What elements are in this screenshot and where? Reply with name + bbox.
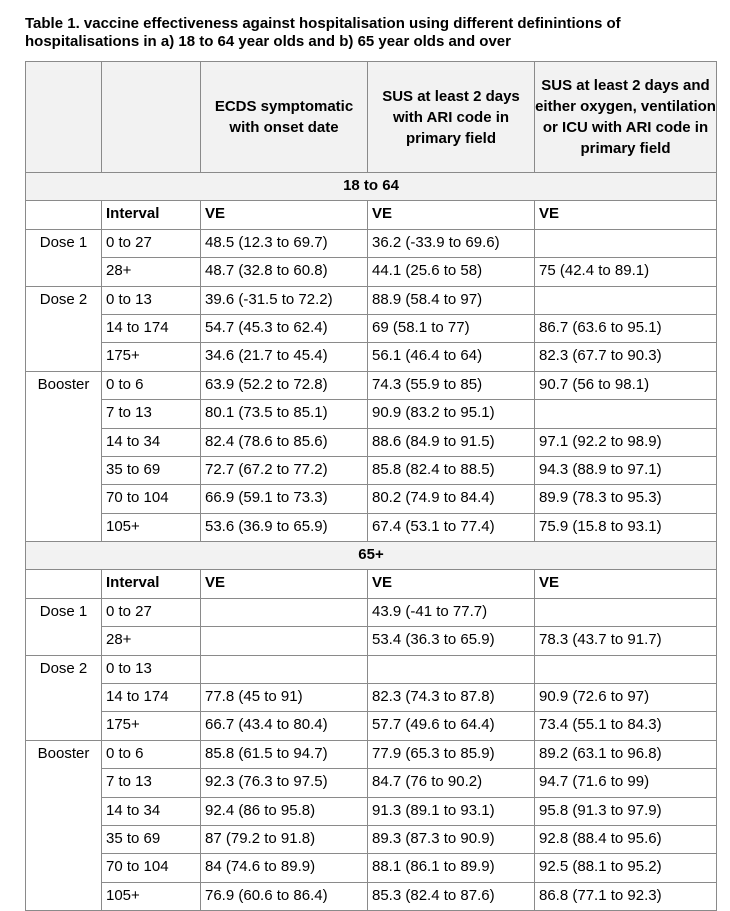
vaccine-effectiveness-table [25,61,717,911]
ve-cell-ecds [201,655,368,683]
table-row [26,797,717,825]
ve-cell-ecds: 84 (74.6 to 89.9) [201,854,368,882]
ve-cell-ecds: 85.8 (61.5 to 94.7) [201,740,368,768]
ve-cell-sus-oxygen-icu: 89.9 (78.3 to 95.3) [535,485,717,513]
interval-cell: 7 to 13 [102,400,201,428]
interval-cell: 35 to 69 [102,825,201,853]
ve-cell-sus-ari: 43.9 (-41 to 77.7) [368,598,535,626]
column-header-blank [26,62,102,173]
interval-cell: 28+ [102,258,201,286]
subheader-blank [26,201,102,229]
subheader-row [26,570,717,598]
ve-cell-sus-oxygen-icu: 75 (42.4 to 89.1) [535,258,717,286]
dose-label: Dose 1 [26,229,102,286]
interval-cell: 35 to 69 [102,456,201,484]
table-row [26,655,717,683]
ve-cell-ecds: 54.7 (45.3 to 62.4) [201,314,368,342]
ve-cell-sus-oxygen-icu: 94.3 (88.9 to 97.1) [535,456,717,484]
ve-cell-sus-oxygen-icu: 78.3 (43.7 to 91.7) [535,627,717,655]
ve-cell-sus-ari: 89.3 (87.3 to 90.9) [368,825,535,853]
ve-cell-ecds [201,598,368,626]
section-title-row [26,542,717,570]
dose-label: Dose 2 [26,655,102,740]
table-row [26,286,717,314]
ve-header: VE [368,570,535,598]
interval-cell: 28+ [102,627,201,655]
ve-cell-sus-oxygen-icu [535,229,717,257]
ve-cell-ecds: 66.7 (43.4 to 80.4) [201,712,368,740]
ve-cell-sus-ari: 69 (58.1 to 77) [368,314,535,342]
ve-cell-ecds: 48.5 (12.3 to 69.7) [201,229,368,257]
interval-cell: 0 to 6 [102,371,201,399]
ve-cell-ecds: 87 (79.2 to 91.8) [201,825,368,853]
table-row [26,314,717,342]
ve-cell-sus-oxygen-icu: 97.1 (92.2 to 98.9) [535,428,717,456]
ve-cell-sus-ari: 80.2 (74.9 to 84.4) [368,485,535,513]
ve-cell-sus-ari: 85.3 (82.4 to 87.6) [368,882,535,910]
table-row [26,343,717,371]
dose-label: Dose 1 [26,598,102,655]
ve-cell-sus-oxygen-icu: 90.7 (56 to 98.1) [535,371,717,399]
ve-cell-sus-ari [368,655,535,683]
interval-cell: 14 to 34 [102,797,201,825]
interval-cell: 14 to 174 [102,314,201,342]
interval-cell: 7 to 13 [102,769,201,797]
ve-cell-ecds: 34.6 (21.7 to 45.4) [201,343,368,371]
ve-cell-ecds: 76.9 (60.6 to 86.4) [201,882,368,910]
column-header-sus-oxygen-icu: SUS at least 2 days and either oxygen, ventilation or ICU with ARI code in primary field [535,62,717,173]
ve-cell-sus-ari: 84.7 (76 to 90.2) [368,769,535,797]
column-header-sus-ari: SUS at least 2 days with ARI code in primary field [368,62,535,173]
ve-cell-sus-oxygen-icu [535,598,717,626]
table-row [26,485,717,513]
table-caption: Table 1. vaccine effectiveness against hospitalisation using different definintions of hospitalisations in a) 18 to 64 year olds and b) 65 year olds and over [25,15,621,50]
ve-cell-sus-oxygen-icu: 94.7 (71.6 to 99) [535,769,717,797]
table-row [26,258,717,286]
table-row [26,371,717,399]
column-header-row [26,62,717,173]
subheader-blank [26,570,102,598]
table-row [26,825,717,853]
ve-cell-ecds: 72.7 (67.2 to 77.2) [201,456,368,484]
ve-cell-sus-oxygen-icu [535,400,717,428]
ve-header: VE [368,201,535,229]
table-row [26,400,717,428]
table-row [26,456,717,484]
ve-cell-ecds: 39.6 (-31.5 to 72.2) [201,286,368,314]
table-row [26,854,717,882]
interval-cell: 105+ [102,513,201,541]
ve-cell-sus-ari: 44.1 (25.6 to 58) [368,258,535,286]
ve-cell-sus-oxygen-icu: 89.2 (63.1 to 96.8) [535,740,717,768]
ve-cell-sus-oxygen-icu: 86.7 (63.6 to 95.1) [535,314,717,342]
table-row [26,769,717,797]
interval-cell: 0 to 27 [102,598,201,626]
ve-cell-sus-ari: 67.4 (53.1 to 77.4) [368,513,535,541]
interval-header: Interval [102,201,201,229]
ve-cell-ecds: 92.4 (86 to 95.8) [201,797,368,825]
ve-cell-sus-ari: 91.3 (89.1 to 93.1) [368,797,535,825]
ve-cell-sus-ari: 77.9 (65.3 to 85.9) [368,740,535,768]
section-title: 65+ [26,542,717,570]
section-title: 18 to 64 [26,173,717,201]
ve-cell-ecds: 80.1 (73.5 to 85.1) [201,400,368,428]
ve-cell-ecds [201,627,368,655]
dose-label: Booster [26,740,102,910]
ve-cell-sus-ari: 88.6 (84.9 to 91.5) [368,428,535,456]
interval-cell: 0 to 27 [102,229,201,257]
ve-cell-sus-ari: 36.2 (-33.9 to 69.6) [368,229,535,257]
ve-cell-sus-ari: 85.8 (82.4 to 88.5) [368,456,535,484]
ve-cell-sus-ari: 57.7 (49.6 to 64.4) [368,712,535,740]
ve-cell-sus-oxygen-icu: 73.4 (55.1 to 84.3) [535,712,717,740]
table-row [26,712,717,740]
ve-cell-sus-ari: 82.3 (74.3 to 87.8) [368,684,535,712]
interval-cell: 0 to 6 [102,740,201,768]
table-row [26,882,717,910]
table-row [26,428,717,456]
dose-label: Dose 2 [26,286,102,371]
ve-cell-sus-ari: 90.9 (83.2 to 95.1) [368,400,535,428]
ve-cell-sus-oxygen-icu [535,655,717,683]
table-row [26,627,717,655]
ve-header: VE [201,201,368,229]
ve-cell-ecds: 77.8 (45 to 91) [201,684,368,712]
interval-cell: 14 to 174 [102,684,201,712]
interval-cell: 0 to 13 [102,655,201,683]
interval-header: Interval [102,570,201,598]
ve-cell-sus-oxygen-icu [535,286,717,314]
ve-cell-sus-ari: 53.4 (36.3 to 65.9) [368,627,535,655]
interval-cell: 175+ [102,712,201,740]
table-body [26,62,717,911]
interval-cell: 175+ [102,343,201,371]
ve-cell-ecds: 92.3 (76.3 to 97.5) [201,769,368,797]
ve-cell-sus-oxygen-icu: 75.9 (15.8 to 93.1) [535,513,717,541]
subheader-row [26,201,717,229]
table-row [26,229,717,257]
table-row [26,684,717,712]
column-header-blank [102,62,201,173]
ve-cell-ecds: 66.9 (59.1 to 73.3) [201,485,368,513]
table-row [26,740,717,768]
section-title-row [26,173,717,201]
ve-cell-sus-oxygen-icu: 90.9 (72.6 to 97) [535,684,717,712]
ve-cell-sus-oxygen-icu: 95.8 (91.3 to 97.9) [535,797,717,825]
interval-cell: 105+ [102,882,201,910]
ve-cell-sus-ari: 88.9 (58.4 to 97) [368,286,535,314]
ve-cell-sus-oxygen-icu: 82.3 (67.7 to 90.3) [535,343,717,371]
ve-cell-ecds: 48.7 (32.8 to 60.8) [201,258,368,286]
column-header-ecds: ECDS symptomatic with onset date [201,62,368,173]
interval-cell: 70 to 104 [102,854,201,882]
table-row [26,513,717,541]
interval-cell: 70 to 104 [102,485,201,513]
ve-header: VE [535,570,717,598]
ve-cell-sus-oxygen-icu: 92.8 (88.4 to 95.6) [535,825,717,853]
ve-cell-ecds: 53.6 (36.9 to 65.9) [201,513,368,541]
interval-cell: 0 to 13 [102,286,201,314]
ve-header: VE [535,201,717,229]
ve-cell-ecds: 82.4 (78.6 to 85.6) [201,428,368,456]
table-row [26,598,717,626]
ve-cell-sus-oxygen-icu: 86.8 (77.1 to 92.3) [535,882,717,910]
interval-cell: 14 to 34 [102,428,201,456]
ve-cell-sus-ari: 56.1 (46.4 to 64) [368,343,535,371]
dose-label: Booster [26,371,102,541]
ve-cell-sus-ari: 74.3 (55.9 to 85) [368,371,535,399]
ve-cell-sus-ari: 88.1 (86.1 to 89.9) [368,854,535,882]
ve-cell-ecds: 63.9 (52.2 to 72.8) [201,371,368,399]
ve-cell-sus-oxygen-icu: 92.5 (88.1 to 95.2) [535,854,717,882]
ve-header: VE [201,570,368,598]
